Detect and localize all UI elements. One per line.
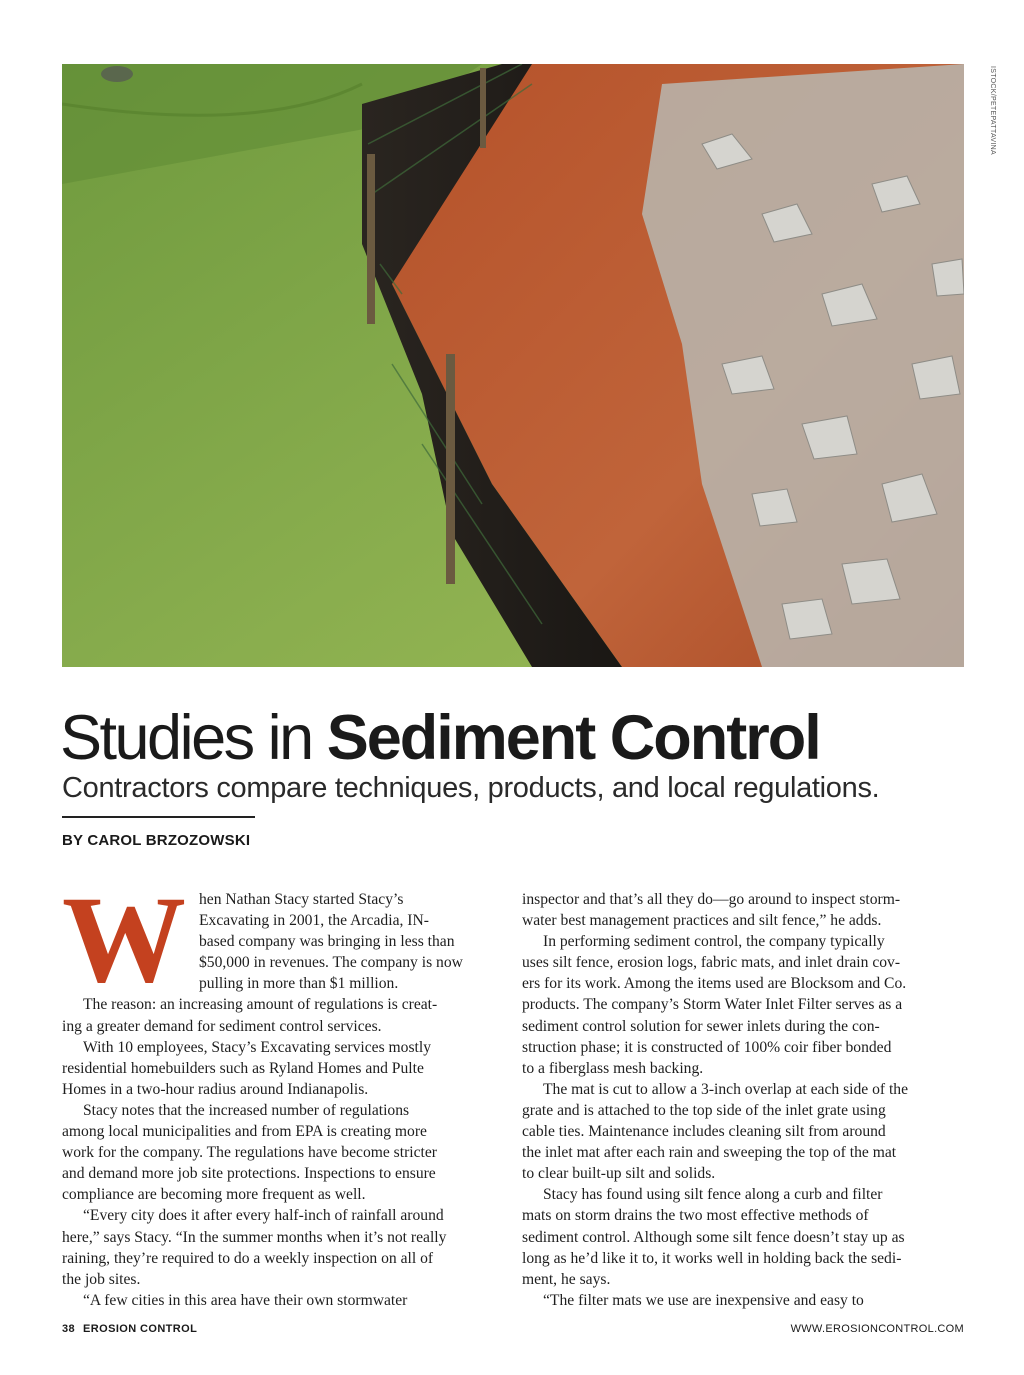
byline-rule [62, 816, 255, 818]
text-line: The reason: an increasing amount of regulations is creat- [83, 996, 438, 1014]
text-line: Excavating in 2001, the Arcadia, IN- [199, 912, 429, 930]
text-line: water best management practices and silt fence,” he adds. [522, 912, 882, 930]
byline: BY CAROL BRZOZOWSKI [62, 832, 251, 849]
text-line: inspector and that’s all they do—go around to inspect storm- [522, 891, 901, 908]
text-line: grate and is attached to the top side of the inlet grate using [522, 1101, 886, 1119]
text-line: In performing sediment control, the company typically [543, 933, 885, 951]
text-line: Stacy notes that the increased number of regulations [83, 1101, 410, 1119]
text-line: to clear built-up silt and solids. [522, 1165, 716, 1183]
text-line: hen Nathan Stacy started Stacy’s [199, 891, 404, 908]
drop-cap: W [62, 871, 184, 1008]
text-line: “A few cities in this area have their own stormwater [83, 1291, 408, 1309]
text-line: long as he’d like it to, it works well in holding back the sedi- [522, 1249, 902, 1267]
silt-fence-photo-illustration [62, 64, 964, 667]
text-line: The mat is cut to allow a 3-inch overlap at each side of the [543, 1080, 909, 1098]
text-line: here,” says Stacy. “In the summer months when it’s not really [62, 1228, 447, 1246]
title-light: Studies in [60, 703, 327, 773]
text-line: mats on storm drains the two most effective methods of [522, 1207, 869, 1225]
text-line: raining, they’re required to do a weekly inspection on all of [62, 1249, 434, 1267]
text-line: sediment control. Although some silt fence doesn’t stay up as [522, 1228, 905, 1246]
text-line: the job sites. [62, 1270, 141, 1288]
text-line: based company was bringing in less than [199, 933, 455, 951]
article-subtitle: Contractors compare techniques, products, and local regulations. [62, 772, 880, 804]
text-line: residential homebuilders such as Ryland Homes and Pulte [62, 1059, 424, 1077]
text-line: work for the company. The regulations have become stricter [62, 1144, 437, 1162]
text-line: ers for its work. Among the items used are Blocksom and Co. [522, 975, 907, 993]
article-column-2 [522, 889, 964, 1311]
text-line: compliance are becoming more frequent as well. [62, 1186, 366, 1204]
text-line: the inlet mat after each rain and sweeping the top of the mat [522, 1144, 897, 1162]
text-line: products. The company’s Storm Water Inlet Filter serves as a [522, 996, 903, 1014]
title-bold: Sediment Control [326, 703, 820, 773]
text-line: $50,000 in revenues. The company is now [199, 954, 463, 972]
article-column-1 [62, 871, 500, 1311]
footer-website: WWW.EROSIONCONTROL.COM [790, 1323, 964, 1335]
text-line: “The filter mats we use are inexpensive and easy to [543, 1291, 864, 1309]
text-line: struction phase; it is constructed of 100% coir fiber bonded [522, 1038, 892, 1056]
text-line: cable ties. Maintenance includes cleaning silt from around [522, 1123, 886, 1141]
magazine-name: EROSION CONTROL [83, 1323, 198, 1335]
photo-credit: ISTOCK/PETEPATTAVINA [989, 66, 996, 155]
text-line: pulling in more than $1 million. [199, 975, 399, 993]
text-line: Stacy has found using silt fence along a curb and filter [543, 1186, 883, 1204]
text-line: ment, he says. [522, 1270, 611, 1288]
text-line: “Every city does it after every half-inch of rainfall around [83, 1207, 444, 1225]
text-line: sediment control solution for sewer inlets during the con- [522, 1017, 880, 1035]
text-line: uses silt fence, erosion logs, fabric mats, and inlet drain cov- [522, 954, 901, 972]
footer-folio [62, 1323, 205, 1335]
text-line: Homes in a two-hour radius around Indianapolis. [62, 1080, 369, 1098]
text-line: and demand more job site protections. Inspections to ensure [62, 1165, 436, 1183]
text-line: With 10 employees, Stacy’s Excavating services mostly [83, 1038, 431, 1056]
text-line: among local municipalities and from EPA is creating more [62, 1123, 427, 1141]
text-line: to a fiberglass mesh backing. [522, 1059, 704, 1077]
article-title [60, 698, 820, 778]
page-number: 38 [62, 1323, 76, 1335]
hero-photo [62, 64, 964, 667]
text-line: ing a greater demand for sediment control services. [62, 1017, 382, 1035]
